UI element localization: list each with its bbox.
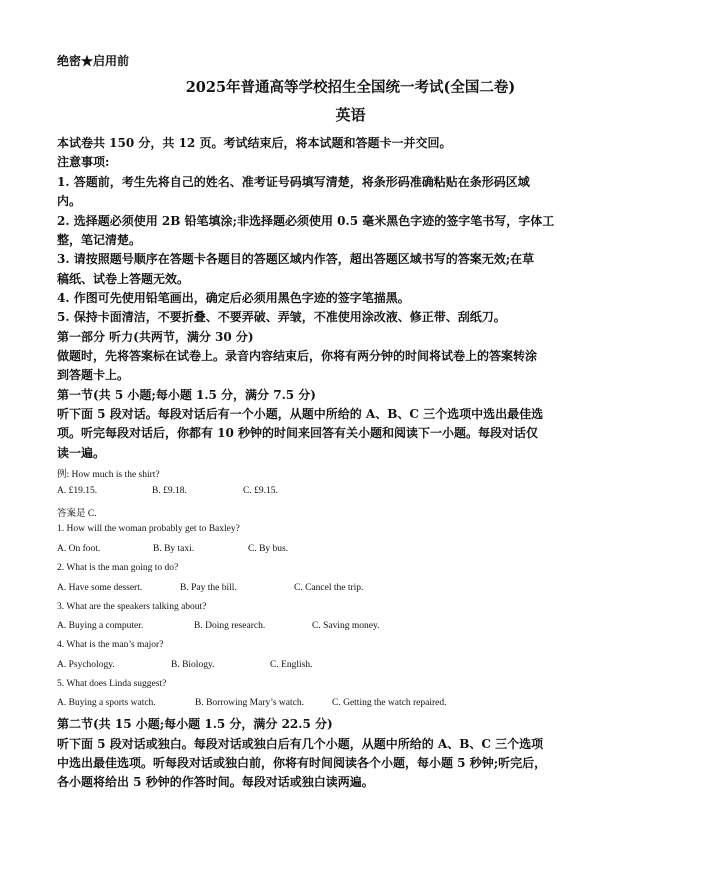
q3-option-a: A. Buying a computer.	[57, 621, 144, 631]
note-line: 3. 请按照题号顺序在答题卡各题目的答题区域内作答，超出答题区域书写的答案无效;在草	[57, 252, 535, 266]
note-line: 5. 保持卡面清洁，不要折叠、不要弄破、弄皱，不准使用涂改液、修正带、刮纸刀。	[57, 310, 506, 324]
example-answer: 答案是 C.	[57, 509, 97, 519]
note-line: 4. 作图可先使用铅笔画出，确定后必须用黑色字迹的签字笔描黑。	[57, 291, 410, 305]
part1-heading: 第一部分 听力(共两节，满分 30 分)	[57, 330, 254, 344]
q5-option-a: A. Buying a sports watch.	[57, 698, 156, 708]
q2-option-a: A. Have some dessert.	[57, 583, 143, 593]
q2-option-c: C. Cancel the trip.	[294, 583, 364, 593]
intro-text: 本试卷共 150 分，共 12 页。考试结束后，将本试题和答题卡一并交回。	[57, 136, 452, 150]
q4-option-b: B. Biology.	[171, 660, 215, 670]
q3-option-b: B. Doing research.	[194, 621, 266, 631]
example-option-c: C. £9.15.	[243, 486, 278, 496]
subject-title: 英语	[335, 106, 366, 124]
note-line: 1. 答题前，考生先将自己的姓名、准考证号码填写清楚，将条形码准确粘贴在条形码区域	[57, 175, 530, 189]
question-1: 1. How will the woman probably get to Baxley?	[57, 524, 240, 534]
q3-option-c: C. Saving money.	[312, 621, 380, 631]
section2-instruction: 听下面 5 段对话或独白。每段对话或独白后有几个小题，从题中所给的 A、B、C 三个选项	[57, 737, 544, 751]
part1-instruction: 到答题卡上。	[57, 368, 130, 382]
example-option-a: A. £19.15.	[57, 486, 98, 496]
q4-option-a: A. Psychology.	[57, 660, 115, 670]
question-5: 5. What does Linda suggest?	[57, 679, 167, 689]
confidential-label: 绝密★启用前	[57, 54, 130, 68]
section2-instruction: 中选出最佳选项。听每段对话或独白前，你将有时间阅读各个小题，每小题 5 秒钟;听完后，	[57, 756, 547, 770]
notes-heading: 注意事项:	[57, 155, 110, 169]
section1-instruction: 项。听完每段对话后，你都有 10 秒钟的时间来回答有关小题和阅读下一小题。每段对话仅	[57, 426, 539, 440]
question-2: 2. What is the man going to do?	[57, 563, 179, 573]
note-line: 2. 选择题必须使用 2B 铅笔填涂;非选择题必须使用 0.5 毫米黑色字迹的签字笔书写，字体工	[57, 214, 555, 228]
q1-option-a: A. On foot.	[57, 544, 101, 554]
question-3: 3. What are the speakers talking about?	[57, 602, 207, 612]
note-line: 整，笔记清楚。	[57, 233, 142, 247]
example-question: 例: How much is the shirt?	[57, 470, 160, 480]
note-line: 稿纸、试卷上答题无效。	[57, 272, 190, 286]
q5-option-b: B. Borrowing Mary’s watch.	[195, 698, 304, 708]
section2-instruction: 各小题将给出 5 秒钟的作答时间。每段对话或独白读两遍。	[57, 775, 374, 789]
note-line: 内。	[57, 194, 82, 208]
question-4: 4. What is the man’s major?	[57, 640, 164, 650]
example-option-b: B. £9.18.	[152, 486, 187, 496]
q1-option-c: C. By bus.	[248, 544, 289, 554]
exam-title: 2025年普通高等学校招生全国统一考试(全国二卷)	[185, 79, 516, 96]
q1-option-b: B. By taxi.	[153, 544, 195, 554]
part1-instruction: 做题时，先将答案标在试卷上。录音内容结束后，你将有两分钟的时间将试卷上的答案转涂	[57, 349, 538, 363]
section1-instruction: 听下面 5 段对话。每段对话后有一个小题，从题中所给的 A、B、C 三个选项中选出最佳选	[57, 407, 544, 421]
section2-heading: 第二节(共 15 小题;每小题 1.5 分，满分 22.5 分)	[57, 717, 333, 731]
q2-option-b: B. Pay the bill.	[180, 583, 237, 593]
q4-option-c: C. English.	[270, 660, 313, 670]
section1-instruction: 读一遍。	[57, 446, 106, 460]
section1-heading: 第一节(共 5 小题;每小题 1.5 分，满分 7.5 分)	[57, 388, 316, 402]
q5-option-c: C. Getting the watch repaired.	[332, 698, 447, 708]
